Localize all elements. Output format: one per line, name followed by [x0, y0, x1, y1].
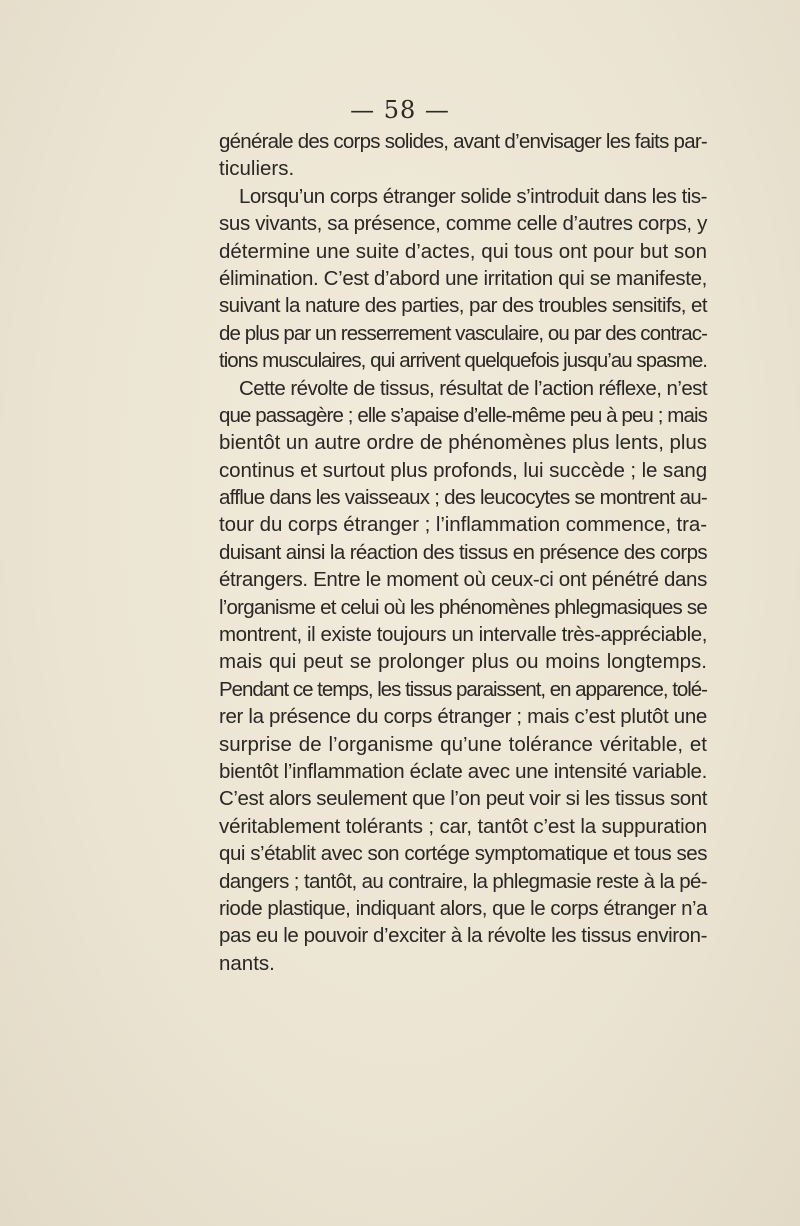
text-line: tour du corps étranger ; l’inflammation commence, tra-	[219, 513, 707, 537]
text-line: qui s’établit avec son cortége symptomatique et tous ses	[219, 842, 707, 866]
text-line: riode plastique, indiquant alors, que le corps étranger n’a	[219, 896, 707, 920]
text-line: générale des corps solides, avant d’envisager les faits par-	[219, 130, 707, 153]
text-line: duisant ainsi la réaction des tissus en présence des corps	[219, 540, 707, 564]
text-line: afflue dans les vaisseaux ; des leucocytes se montrent au-	[219, 486, 707, 510]
text-line: l’organisme et celui où les phénomènes phlegmasiques se	[219, 595, 707, 619]
text-line: élimination. C’est d’abord une irritation qui se manifeste,	[219, 266, 707, 290]
text-line: mais qui peut se prolonger plus ou moins longtemps.	[219, 650, 707, 674]
text-line: dangers ; tantôt, au contraire, la phlegmasie reste à la pé-	[219, 869, 707, 893]
text-line: étrangers. Entre le moment où ceux-ci ont pénétré dans	[219, 568, 707, 592]
text-line: tions musculaires, qui arrivent quelquefois jusqu’au spasme.	[219, 349, 707, 373]
text-line: continus et surtout plus profonds, lui succède ; le sang	[219, 458, 707, 482]
text-line: Pendant ce temps, les tissus paraissent, en apparence, tolé-	[219, 677, 707, 701]
text-line: pas eu le pouvoir d’exciter à la révolte les tissus environ-	[219, 924, 707, 948]
text-line: suivant la nature des parties, par des troubles sensitifs, et	[219, 294, 707, 318]
text-line: montrent, il existe toujours un intervalle très-appréciable,	[219, 623, 707, 647]
text-line: nants.	[219, 951, 275, 975]
text-line: bientôt l’inflammation éclate avec une intensité variable.	[219, 759, 707, 783]
text-line: bientôt un autre ordre de phénomènes plus lents, plus	[219, 431, 707, 455]
text-line: Cette révolte de tissus, résultat de l’action réflexe, n’est	[239, 376, 708, 400]
text-line: ticuliers.	[219, 157, 295, 181]
page-number: — 58 —	[350, 96, 450, 124]
text-line: sus vivants, sa présence, comme celle d’autres corps, y	[219, 212, 707, 236]
text-line: surprise de l’organisme qu’une tolérance véritable, et	[219, 732, 707, 756]
text-line: détermine une suite d’actes, qui tous ont pour but son	[219, 239, 707, 263]
text-line: Lorsqu’un corps étranger solide s’introduit dans les tis-	[239, 184, 707, 208]
text-line: C’est alors seulement que l’on peut voir si les tissus sont	[219, 787, 707, 811]
text-line: rer la présence du corps étranger ; mais c’est plutôt une	[219, 705, 707, 729]
text-line: véritablement tolérants ; car, tantôt c’est la suppuration	[219, 814, 707, 838]
body-text	[219, 128, 707, 977]
text-line: que passagère ; elle s’apaise d’elle-même peu à peu ; mais	[219, 403, 707, 427]
text-line: de plus par un resserrement vasculaire, ou par des contrac-	[219, 321, 707, 345]
